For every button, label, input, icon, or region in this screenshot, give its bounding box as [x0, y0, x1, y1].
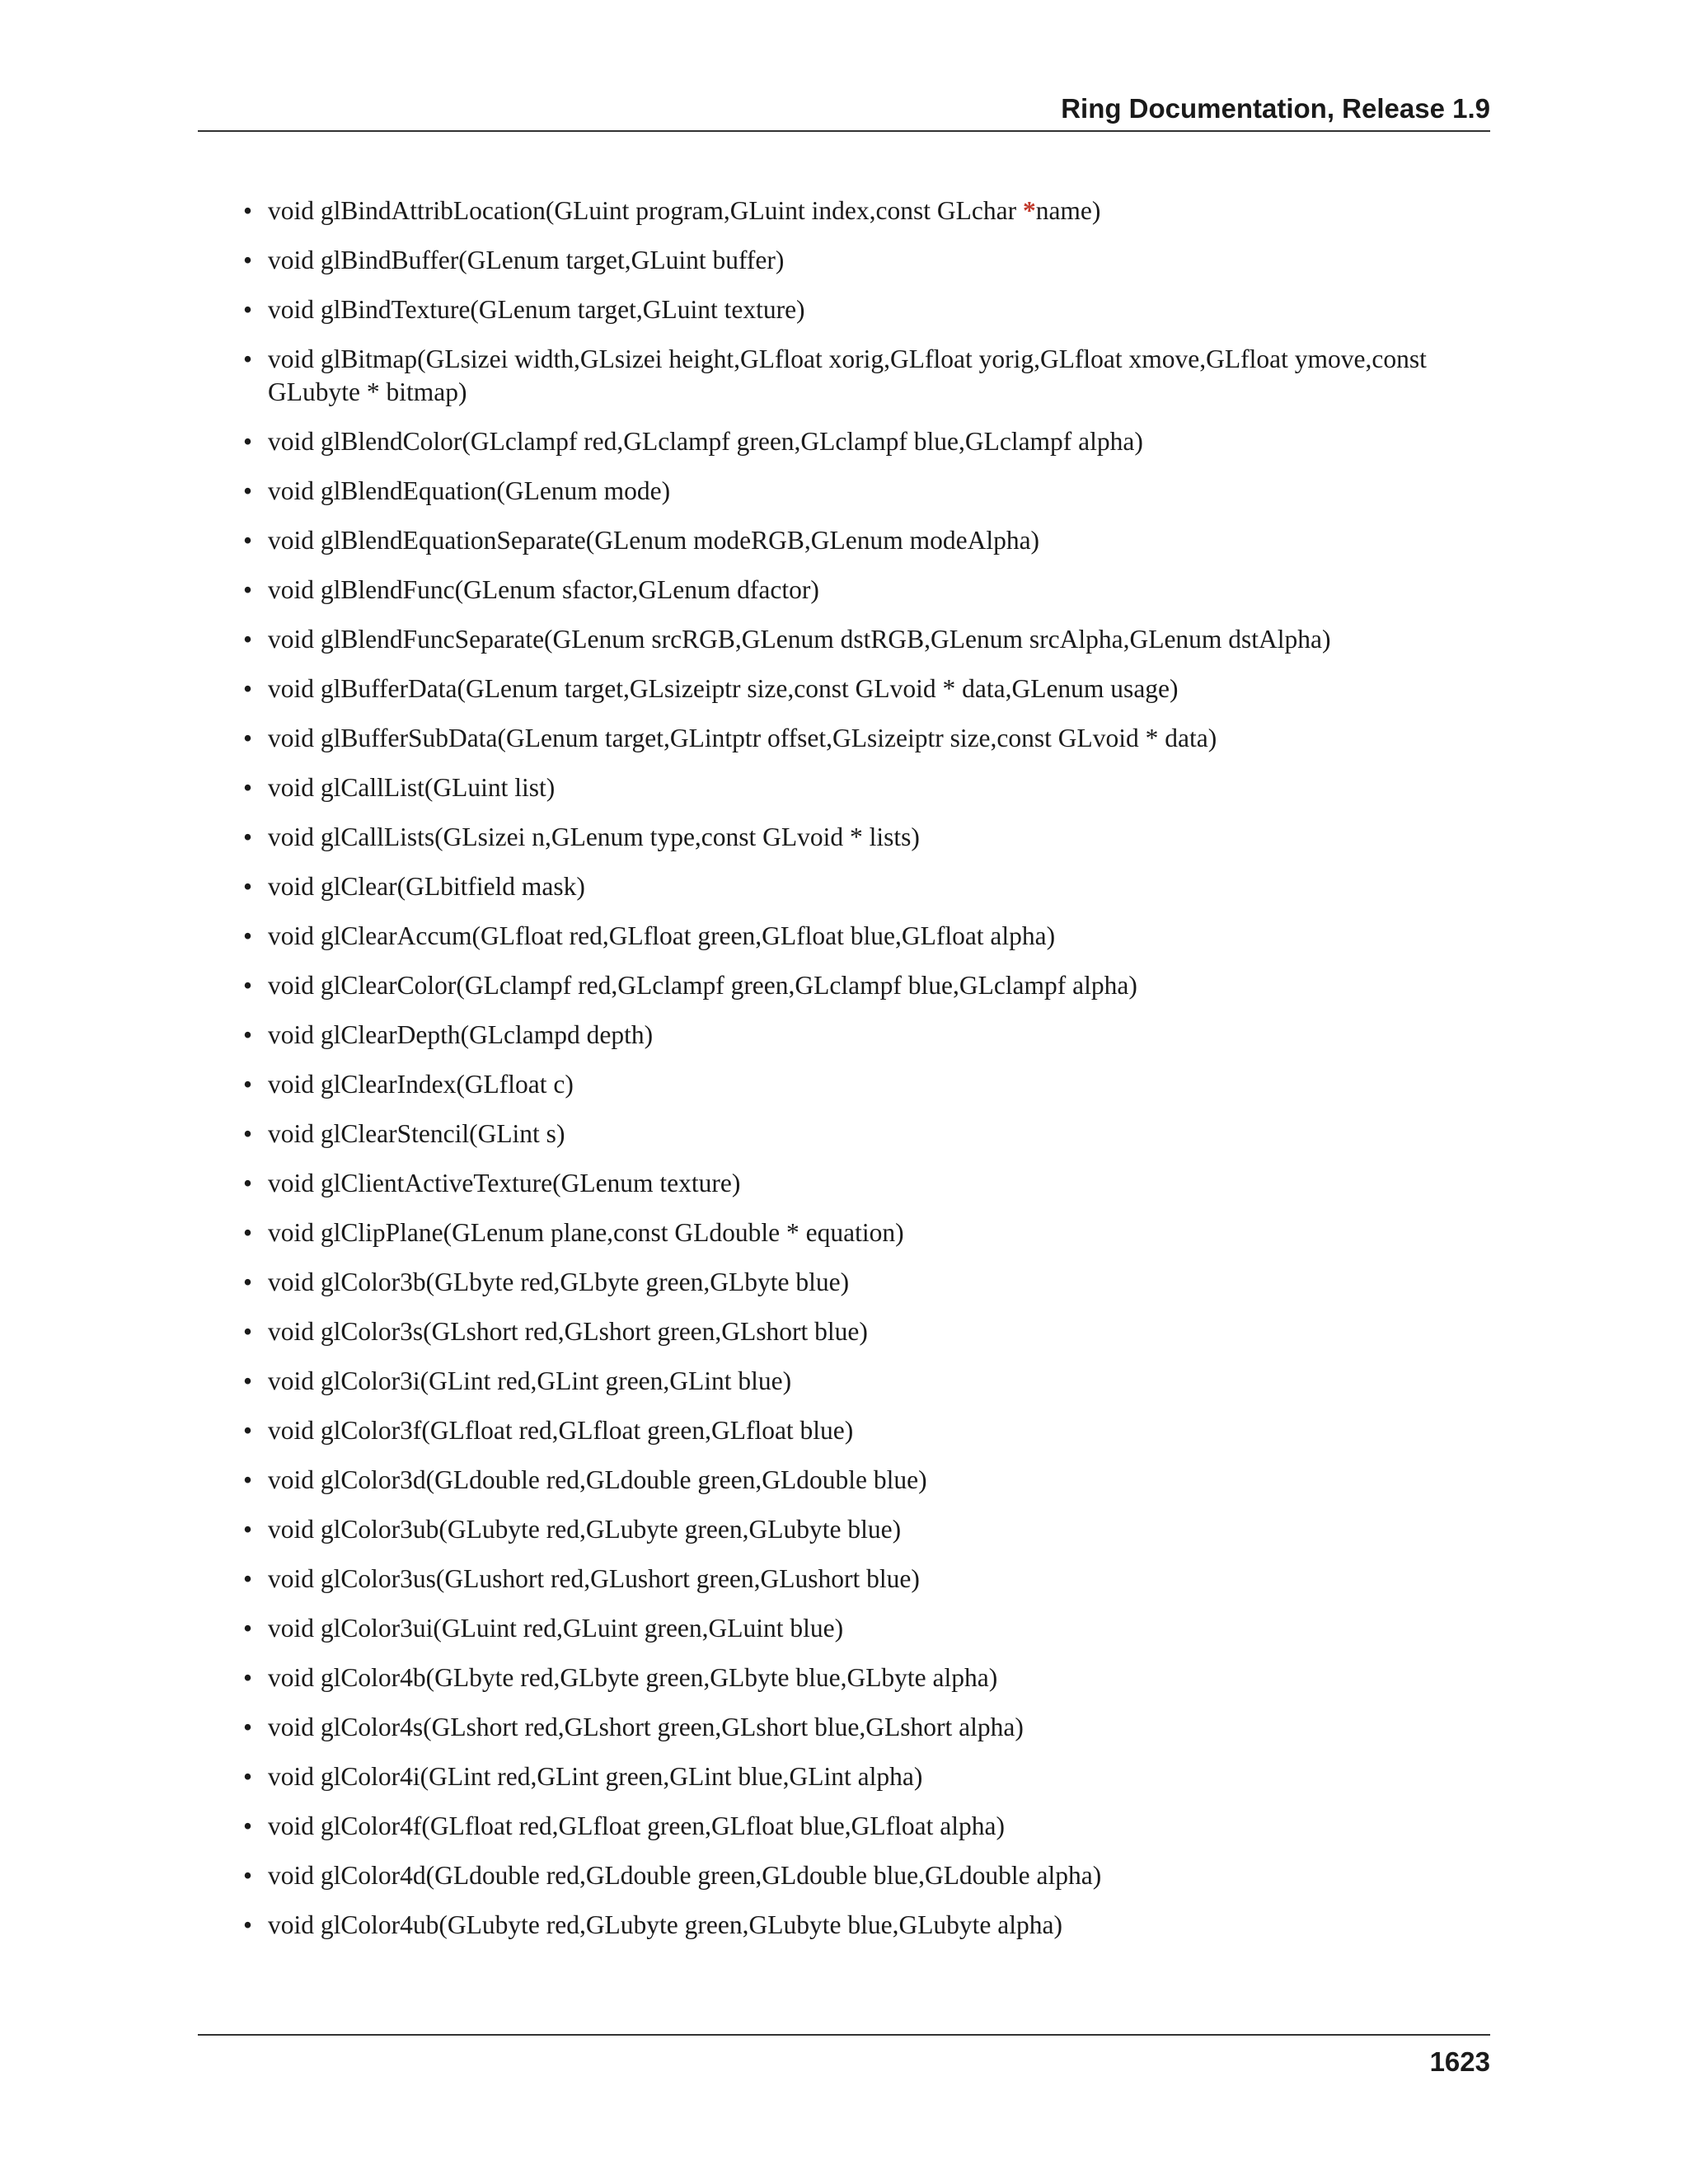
- bullet-marker: •: [243, 1019, 253, 1049]
- bullet-marker: •: [243, 196, 253, 225]
- function-signature-item: [243, 1760, 1492, 1793]
- function-signature-text: void glClipPlane(GLenum plane,const GLdouble * equation): [268, 1217, 904, 1247]
- function-signature-text: void glBufferSubData(GLenum target,GLintptr offset,GLsizeiptr size,const GLvoid * data): [268, 723, 1217, 752]
- bullet-marker: •: [243, 525, 253, 555]
- page-number: 1623: [1429, 2046, 1490, 2077]
- function-signature-item: [243, 870, 1492, 903]
- function-signature-text: void glClearStencil(GLint s): [268, 1118, 565, 1148]
- pointer-asterisk: *: [1022, 196, 1036, 225]
- function-signature-item: [243, 821, 1492, 854]
- bullet-marker: •: [243, 772, 253, 802]
- function-signature-text: void glCallList(GLuint list): [268, 772, 556, 802]
- function-signature-text: void glBlendColor(GLclampf red,GLclampf green,GLclampf blue,GLclampf alpha): [268, 426, 1143, 456]
- function-signature-item: [243, 1414, 1492, 1447]
- bullet-marker: •: [243, 1860, 253, 1890]
- bullet-marker: •: [243, 344, 253, 373]
- function-signature-item: [243, 244, 1492, 277]
- function-signature-item: [243, 475, 1492, 508]
- function-signature-item: [243, 1118, 1492, 1151]
- bullet-marker: •: [243, 1761, 253, 1791]
- function-signature-text: void glColor3us(GLushort red,GLushort green,GLushort blue): [268, 1563, 920, 1593]
- function-signature-text: void glClearColor(GLclampf red,GLclampf green,GLclampf blue,GLclampf alpha): [268, 970, 1137, 1000]
- function-signature-text: void glCallLists(GLsizei n,GLenum type,const GLvoid * lists): [268, 822, 920, 851]
- bullet-marker: •: [243, 1168, 253, 1197]
- bullet-marker: •: [243, 723, 253, 752]
- function-signature-item: [243, 1859, 1492, 1892]
- bullet-marker: •: [243, 871, 253, 901]
- function-signature-item: [243, 969, 1492, 1002]
- function-signature-text: void glBindBuffer(GLenum target,GLuint buffer): [268, 246, 785, 274]
- bullet-marker: •: [243, 1118, 253, 1148]
- function-signature-item: [243, 1810, 1492, 1843]
- function-signature-item: [243, 1661, 1492, 1694]
- function-signature-text-tail: name): [1035, 196, 1101, 225]
- function-signature-item: [243, 673, 1492, 705]
- function-signature-text: void glColor3ui(GLuint red,GLuint green,GLuint blue): [268, 1613, 844, 1643]
- function-signature-item: [243, 1266, 1492, 1299]
- bullet-marker: •: [243, 1415, 253, 1445]
- bullet-marker: •: [243, 1811, 253, 1840]
- function-signature-text: void glColor3d(GLdouble red,GLdouble green,GLdouble blue): [268, 1465, 927, 1494]
- function-signature-text: void glClearIndex(GLfloat c): [268, 1069, 574, 1099]
- document-title: Ring Documentation, Release 1.9: [1061, 93, 1490, 124]
- function-signature-item: [243, 293, 1492, 326]
- bullet-marker: •: [243, 673, 253, 703]
- bullet-marker: •: [243, 476, 253, 505]
- function-signature-item: [243, 1315, 1492, 1348]
- function-signature-text: void glColor4ub(GLubyte red,GLubyte green,GLubyte blue,GLubyte alpha): [268, 1910, 1062, 1939]
- bullet-marker: •: [243, 1662, 253, 1692]
- bullet-marker: •: [243, 1267, 253, 1296]
- bullet-marker: •: [243, 1465, 253, 1494]
- function-signature-item: [243, 574, 1492, 607]
- function-signature-item: [243, 771, 1492, 804]
- function-signature-item: [243, 722, 1492, 755]
- function-signature-text: void glColor4d(GLdouble red,GLdouble green,GLdouble blue,GLdouble alpha): [268, 1860, 1102, 1890]
- bullet-marker: •: [243, 574, 253, 604]
- function-signature-text: void glColor4s(GLshort red,GLshort green,GLshort blue,GLshort alpha): [268, 1712, 1024, 1741]
- bullet-marker: •: [243, 426, 253, 456]
- function-signature-text: void glColor4i(GLint red,GLint green,GLint blue,GLint alpha): [268, 1761, 923, 1791]
- page-header: [198, 92, 1490, 132]
- function-signature-item: [243, 1711, 1492, 1744]
- function-signature-text: void glBlendEquation(GLenum mode): [268, 476, 671, 505]
- function-signature-item: [243, 1068, 1492, 1101]
- function-signature-text: void glClearAccum(GLfloat red,GLfloat green,GLfloat blue,GLfloat alpha): [268, 921, 1056, 950]
- bullet-marker: •: [243, 1563, 253, 1593]
- bullet-marker: •: [243, 1712, 253, 1741]
- function-signature-text: void glColor3ub(GLubyte red,GLubyte green,GLubyte blue): [268, 1514, 902, 1544]
- function-signature-item: [243, 343, 1492, 408]
- bullet-marker: •: [243, 970, 253, 1000]
- function-signature-item: [243, 1909, 1492, 1942]
- function-signature-text: void glColor4f(GLfloat red,GLfloat green,GLfloat blue,GLfloat alpha): [268, 1811, 1005, 1840]
- function-signature-text: void glBindTexture(GLenum target,GLuint texture): [268, 295, 805, 324]
- bullet-marker: •: [243, 822, 253, 851]
- bullet-marker: •: [243, 1069, 253, 1099]
- bullet-marker: •: [243, 1613, 253, 1643]
- function-signature-text: void glClientActiveTexture(GLenum texture): [268, 1168, 741, 1197]
- function-signature-text: void glBitmap(GLsizei width,GLsizei height,GLfloat xorig,GLfloat yorig,GLfloat xmove,GLfloat ymove,const GLubyte * bitmap): [268, 344, 1427, 406]
- function-signature-text: void glColor3f(GLfloat red,GLfloat green,GLfloat blue): [268, 1415, 854, 1445]
- function-signature-item: [243, 623, 1492, 656]
- function-signature-item: [243, 194, 1492, 227]
- bullet-marker: •: [243, 1217, 253, 1247]
- function-signature-text: void glBufferData(GLenum target,GLsizeiptr size,const GLvoid * data,GLenum usage): [268, 673, 1179, 703]
- bullet-marker: •: [243, 1366, 253, 1395]
- bullet-marker: •: [243, 1316, 253, 1346]
- function-signature-text: void glColor4b(GLbyte red,GLbyte green,GLbyte blue,GLbyte alpha): [268, 1662, 998, 1692]
- function-signature-item: [243, 425, 1492, 458]
- function-signature-text: void glColor3b(GLbyte red,GLbyte green,GLbyte blue): [268, 1267, 850, 1296]
- function-signature-text: void glBlendEquationSeparate(GLenum modeRGB,GLenum modeAlpha): [268, 525, 1040, 555]
- function-signature-text: void glBlendFuncSeparate(GLenum srcRGB,GLenum dstRGB,GLenum srcAlpha,GLenum dstAlpha): [268, 624, 1331, 654]
- bullet-marker: •: [243, 1514, 253, 1544]
- function-signature-item: [243, 1365, 1492, 1398]
- bullet-marker: •: [243, 246, 253, 274]
- function-signature-text: void glBlendFunc(GLenum sfactor,GLenum dfactor): [268, 574, 819, 604]
- function-signature-item: [243, 1612, 1492, 1645]
- function-signature-text: void glColor3s(GLshort red,GLshort green,GLshort blue): [268, 1316, 868, 1346]
- function-signature-text: void glColor3i(GLint red,GLint green,GLint blue): [268, 1366, 792, 1395]
- function-list: [243, 194, 1492, 1958]
- function-signature-item: [243, 1464, 1492, 1497]
- page-footer: [198, 2034, 1490, 2077]
- bullet-marker: •: [243, 624, 253, 654]
- function-signature-item: [243, 920, 1492, 953]
- bullet-marker: •: [243, 295, 253, 324]
- function-signature-item: [243, 1216, 1492, 1249]
- function-signature-item: [243, 1563, 1492, 1596]
- function-signature-text: void glClear(GLbitfield mask): [268, 871, 585, 901]
- function-signature-text: void glBindAttribLocation(GLuint program,GLuint index,const GLchar: [268, 196, 1023, 225]
- bullet-marker: •: [243, 1910, 253, 1939]
- function-signature-item: [243, 1513, 1492, 1546]
- function-signature-item: [243, 1019, 1492, 1052]
- function-signature-item: [243, 524, 1492, 557]
- function-signature-text: void glClearDepth(GLclampd depth): [268, 1019, 654, 1049]
- bullet-marker: •: [243, 921, 253, 950]
- function-signature-item: [243, 1167, 1492, 1200]
